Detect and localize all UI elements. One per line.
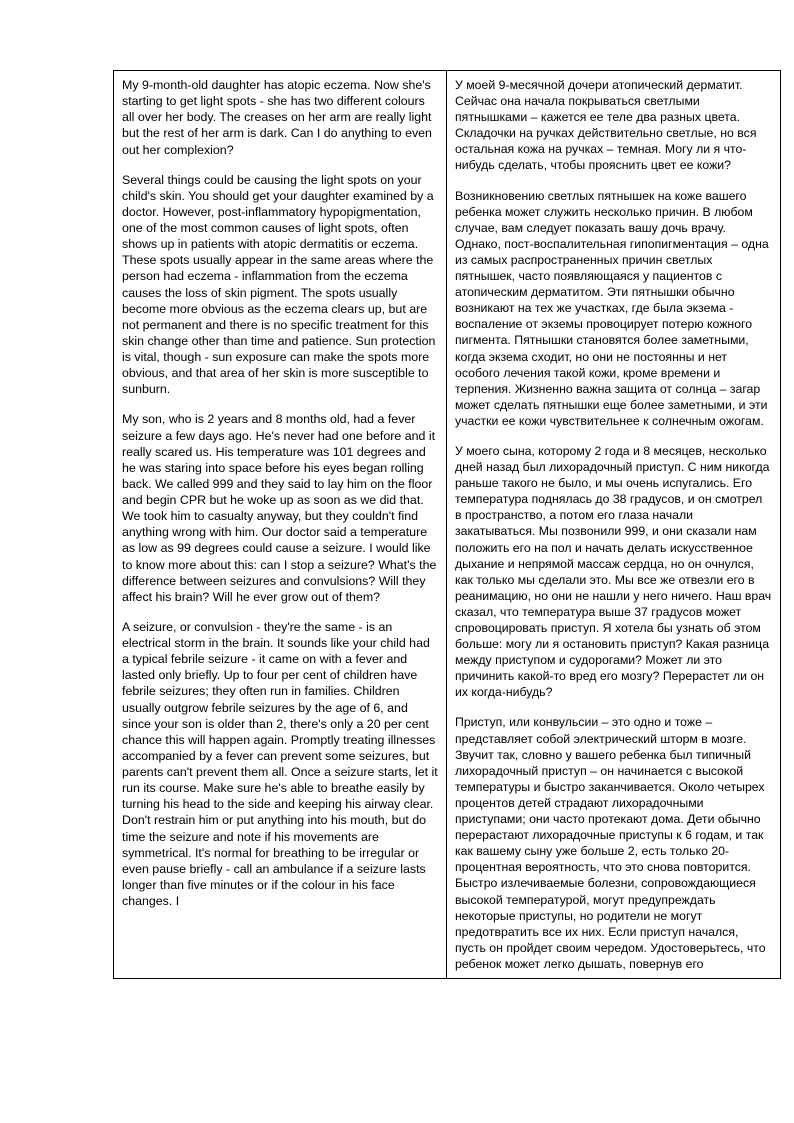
- paragraph-en-2: Several things could be causing the light spots on your child's skin. You should get your daughter examined by a doctor. However, post-inflammatory hypopigmentation, one of the most common causes of light spots, often shows up in patients with atopic dermatitis or eczema. These spots usually appear in the same areas where the person had eczema - inflammation from the eczema causes the loss of skin pigment. The spots usually become more obvious as the eczema clears up, but are not permanent and there is no specific treatment for this skin change other than time and patience. Sun protection is vital, though - sun exposure can make the spots more obvious, and that area of her skin is more susceptible to sunburn.: [122, 172, 436, 397]
- paragraph-ru-2: Возникновению светлых пятнышек на коже вашего ребенка может служить несколько причин. В любом случае, вам следует показать вашу дочь врачу. Однако, пост-воспалительная гипопигментация – одна из самых распространенных причин светлых пятнышек, часто появляющаяся у пациентов с атопическим дерматитом. Эти пятнышки обычно возникают на тех же участках, где была экзема - воспаление от экземы провоцирует потерю кожного пигмента. Пятнышки становятся более заметными, когда экзема сходит, но они не постоянны и нет особого лечения такой кожи, кроме времени и терпения. Жизненно важна защита от солнца – загар может сделать пятнышки еще более заметными, и эти участки ее кожи чувствительнее к солнечным ожогам.: [455, 188, 769, 428]
- paragraph-ru-4: Приступ, или конвульсии – это одно и тоже – представляет собой электрический шторм в мозге. Звучит так, словно у вашего ребенка был типичный лихорадочный приступ – он начинается с высокой температуры и быстро заканчивается. Около четырех процентов детей страдают лихорадочными приступами; они часто протекают дома. Дети обычно перерастают лихорадочные приступы к 6 годам, и так как вашему сыну уже больше 2, есть только 20-процентная вероятность, что это снова повторится. Быстро излечиваемые болезни, сопровождающиеся высокой температурой, могут предупреждать некоторые приступы, но родители не могут предотвратить все их них. Если приступ начался, пусть он пройдет своим чередом. Удостоверьтесь, что ребенок может легко дышать, повернув его: [455, 715, 766, 971]
- paragraph-en-4: A seizure, or convulsion - they're the same - is an electrical storm in the brain. It sounds like your child had a typical febrile seizure - it came on with a fever and lasted only briefly. Up to four per cent of children have febrile seizures; they often run in families. Children usually outgrow febrile seizures by the age of 6, and since your son is older than 2, there's only a 20 per cent chance this will happen again. Promptly treating illnesses accompanied by a fever can prevent some seizures, but parents can't prevent them all. Once a seizure starts, let it run its course. Make sure he's able to breathe easily by turning his head to the side and keeping his airway clear. Don't restrain him or put anything into his mouth, but do time the seizure and note if his movements are symmetrical. It's normal for breathing to be irregular or even pause briefly - call an ambulance if a seizure lasts longer than five minutes or if the colour in his face changes. I: [122, 619, 438, 908]
- paragraph-en-3: My son, who is 2 years and 8 months old, had a fever seizure a few days ago. He's never had one before and it really scared us. His temperature was 101 degrees and he was staring into space before his eyes began rolling back. We called 999 and they said to lay him on the floor and begin CPR but he woke up as soon as we did that. We took him to casualty anyway, but they couldn't find anything wrong with him. Our doctor said a temperature as low as 99 degrees could cause a seizure. I would like to know more about this: can I stop a seizure? What's the difference between seizures and convulsions? Will they affect his brain? Will he ever grow out of them?: [122, 412, 437, 604]
- paragraph-ru-1: У моей 9-месячной дочери атопический дерматит. Сейчас она начала покрываться светлыми пятнышками – кажется ее теле два разных цвета. Складочки на ручках действительно светлые, но вся остальная кожа на ручках – темная. Могу ли я что-нибудь сделать, чтобы прояснить цвет ее кожи?: [455, 78, 757, 173]
- table-cell-russian: [447, 71, 781, 979]
- paragraph-ru-3: У моего сына, которому 2 года и 8 месяцев, несколько дней назад был лихорадочный приступ. С ним никогда раньше такого не было, и мы очень испугались. Его температура поднялась до 38 градусов, и он смотрел в пространство, а потом его глаза начали закатываться. Мы позвонили 999, и они сказали нам положить его на пол и начать делать искусственное дыхание и непрямой массаж сердца, но он очнулся, как только мы сделали это. Мы все же отвезли его в реанимацию, но они не нашли у него ничего. Наш врач сказал, что температура выше 37 градусов может спровоцировать приступ. Я хотела бы узнать об этом больше: могу ли я остановить приступ? Какая разница между приступом и судорогами? Может ли это причинить какой-то вред его мозгу? Перерастет ли он их когда-нибудь?: [455, 443, 772, 700]
- bilingual-translation-table: [113, 70, 781, 979]
- table-row: [114, 71, 781, 979]
- table-cell-english: [114, 71, 447, 979]
- paragraph-en-1: My 9-month-old daughter has atopic eczema. Now she's starting to get light spots - she has two different colours all over her body. The creases on her arm are really light but the rest of her arm is dark. Can I do anything to even out her complexion?: [122, 78, 432, 157]
